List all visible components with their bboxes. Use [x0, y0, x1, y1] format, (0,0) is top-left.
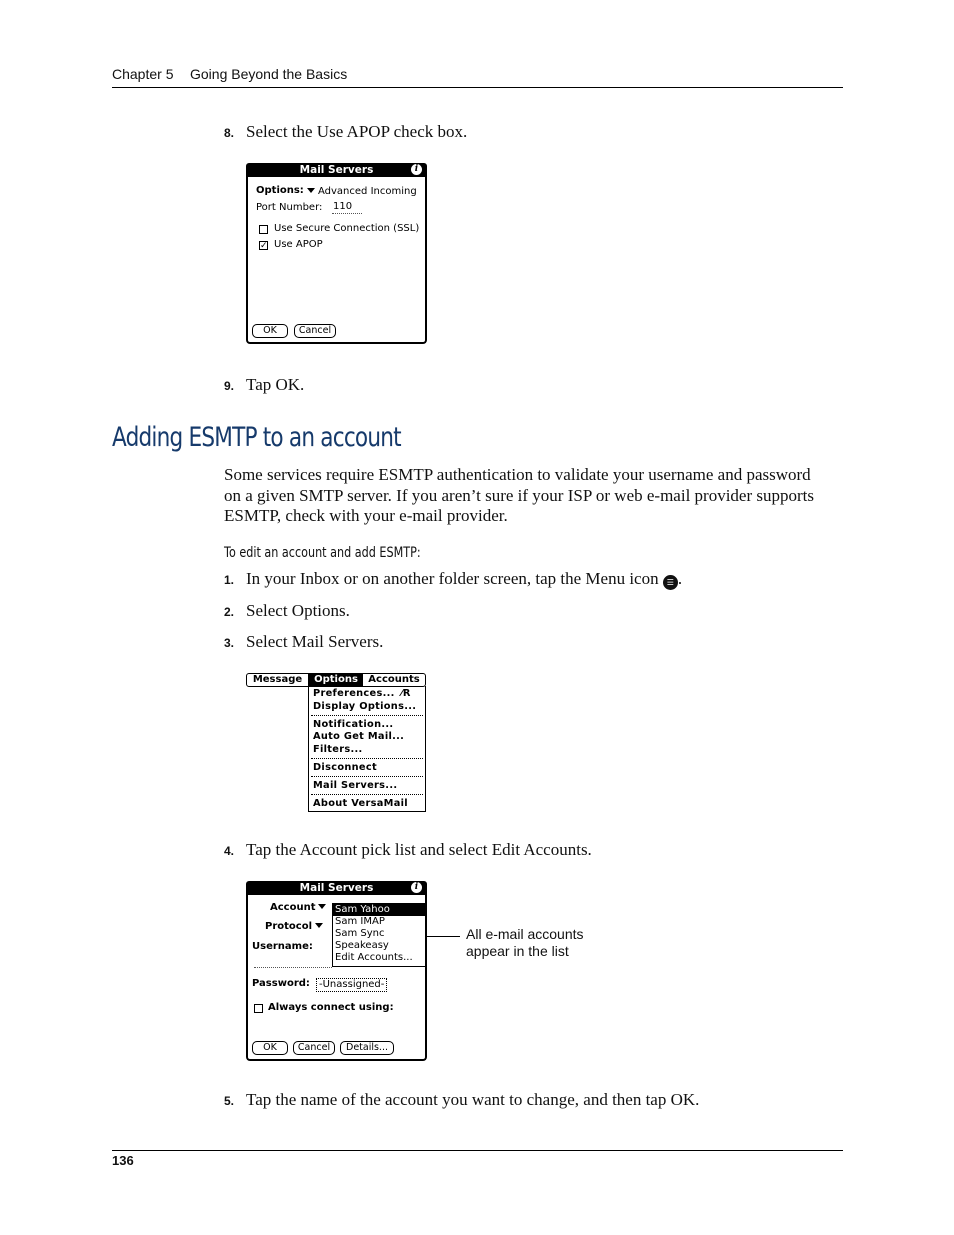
- chapter-number: Chapter 5: [112, 66, 174, 82]
- port-underline: [332, 213, 362, 214]
- options-menu-screen: [246, 673, 427, 813]
- step-suffix: .: [677, 569, 683, 588]
- screen-title-bar: [246, 881, 427, 895]
- account-item[interactable]: Sam IMAP: [335, 916, 385, 927]
- step-text: In your Inbox or on another folder screen, tap the Menu icon: [246, 569, 659, 588]
- check-icon: ✓: [260, 241, 268, 251]
- password-label: Password:: [252, 978, 310, 989]
- chapter-title: Going Beyond the Basics: [190, 66, 348, 82]
- menu-icon: ☰: [663, 575, 678, 590]
- step-text: Select Options.: [246, 601, 350, 620]
- account-item-selected[interactable]: Sam Yahoo: [333, 904, 425, 916]
- step-8: [224, 122, 467, 143]
- step-4: [224, 840, 592, 861]
- callout-line-2: appear in the list: [466, 943, 569, 959]
- procedure-subhead: To edit an account and add ESMTP:: [224, 545, 421, 561]
- step-text: Select the Use APOP check box.: [246, 122, 468, 141]
- menu-separator: [311, 715, 423, 716]
- step-number: 2.: [224, 605, 235, 619]
- menu-bar: [246, 673, 426, 687]
- section-heading: Adding ESMTP to an account: [112, 422, 401, 453]
- protocol-picker[interactable]: [265, 921, 326, 933]
- cancel-button[interactable]: Cancel: [294, 324, 336, 338]
- menu-shortcut: ⁄R: [401, 688, 411, 699]
- step-number: 3.: [224, 636, 235, 650]
- step-number: 4.: [224, 844, 235, 858]
- username-underline: [254, 967, 332, 968]
- account-picker[interactable]: [270, 902, 329, 914]
- info-icon[interactable]: i: [411, 882, 422, 893]
- password-field[interactable]: -Unassigned-: [316, 978, 387, 992]
- account-list: [332, 903, 426, 967]
- triangle-down-icon: [318, 904, 326, 909]
- step-text: Tap the name of the account you want to change, and then tap OK.: [246, 1090, 700, 1109]
- section-paragraph: Some services require ESMTP authentication to validate your username and password on a given SMTP server. If you aren’t sure if your ISP or web e-mail provider supports ESMTP, check with your e-mail provider.: [224, 465, 815, 525]
- step-number: 8.: [224, 126, 235, 140]
- menu-item-display-options[interactable]: Display Options...: [313, 701, 417, 712]
- options-picker[interactable]: [304, 186, 417, 198]
- step-9: [224, 375, 304, 396]
- step-text: Tap the Account pick list and select Edit Accounts.: [246, 840, 592, 859]
- step-5: [224, 1090, 699, 1111]
- screen-title: Mail Servers: [299, 882, 374, 894]
- details-button[interactable]: Details...: [340, 1041, 394, 1055]
- tab-accounts[interactable]: Accounts: [368, 674, 420, 685]
- running-header: [112, 66, 843, 88]
- always-connect-checkbox[interactable]: [254, 1004, 263, 1013]
- callout-line-1: All e-mail accounts: [466, 926, 584, 942]
- port-label: Port Number:: [256, 202, 323, 213]
- step-text: Tap OK.: [246, 375, 305, 394]
- step-number: 5.: [224, 1094, 235, 1108]
- options-label: Options:: [256, 185, 304, 196]
- step-text: Select Mail Servers.: [246, 632, 384, 651]
- account-item[interactable]: Speakeasy: [335, 940, 389, 951]
- callout-leader: [426, 936, 460, 937]
- menu-separator: [311, 794, 423, 795]
- step-number: 1.: [224, 573, 235, 587]
- menu-item-auto-get-mail[interactable]: Auto Get Mail...: [313, 731, 405, 742]
- menu-item-preferences[interactable]: Preferences...: [313, 688, 395, 699]
- ok-button[interactable]: OK: [252, 324, 288, 338]
- apop-label: Use APOP: [274, 239, 323, 250]
- ok-button[interactable]: OK: [252, 1041, 288, 1055]
- menu-item-about[interactable]: About VersaMail: [313, 798, 408, 809]
- triangle-down-icon: [315, 923, 323, 928]
- ssl-label: Use Secure Connection (SSL): [274, 223, 420, 234]
- options-dropdown: [308, 686, 426, 812]
- tab-message[interactable]: Message: [247, 674, 309, 686]
- callout-text: [466, 926, 584, 960]
- menu-item-disconnect[interactable]: Disconnect: [313, 762, 377, 773]
- page-number: 136: [112, 1153, 134, 1168]
- options-value: Advanced Incoming: [318, 186, 417, 197]
- menu-separator: [311, 758, 423, 759]
- screen-title-bar: [246, 163, 427, 177]
- always-connect-label: Always connect using:: [268, 1002, 394, 1013]
- edit-accounts-item[interactable]: Edit Accounts...: [335, 952, 413, 963]
- apop-checkbox[interactable]: [259, 241, 268, 250]
- tab-options[interactable]: Options: [309, 674, 363, 686]
- triangle-down-icon: [307, 188, 315, 193]
- username-label: Username:: [252, 941, 313, 952]
- menu-separator: [311, 776, 423, 777]
- step-1: [224, 569, 682, 590]
- ssl-checkbox[interactable]: [259, 225, 268, 234]
- screen-title: Mail Servers: [299, 164, 374, 176]
- menu-item-filters[interactable]: Filters...: [313, 744, 363, 755]
- menu-item-notification[interactable]: Notification...: [313, 719, 394, 730]
- account-label: Account: [270, 902, 316, 913]
- protocol-label: Protocol: [265, 921, 313, 932]
- step-2: [224, 601, 350, 622]
- menu-item-mail-servers[interactable]: Mail Servers...: [313, 780, 398, 791]
- cancel-button[interactable]: Cancel: [293, 1041, 335, 1055]
- footer-rule: [112, 1150, 843, 1151]
- account-item[interactable]: Sam Sync: [335, 928, 385, 939]
- step-3: [224, 632, 383, 653]
- info-icon[interactable]: i: [411, 164, 422, 175]
- mail-servers-screen-1: [246, 163, 427, 344]
- step-number: 9.: [224, 379, 235, 393]
- mail-servers-screen-2: [246, 881, 427, 1061]
- port-field[interactable]: 110: [333, 201, 353, 212]
